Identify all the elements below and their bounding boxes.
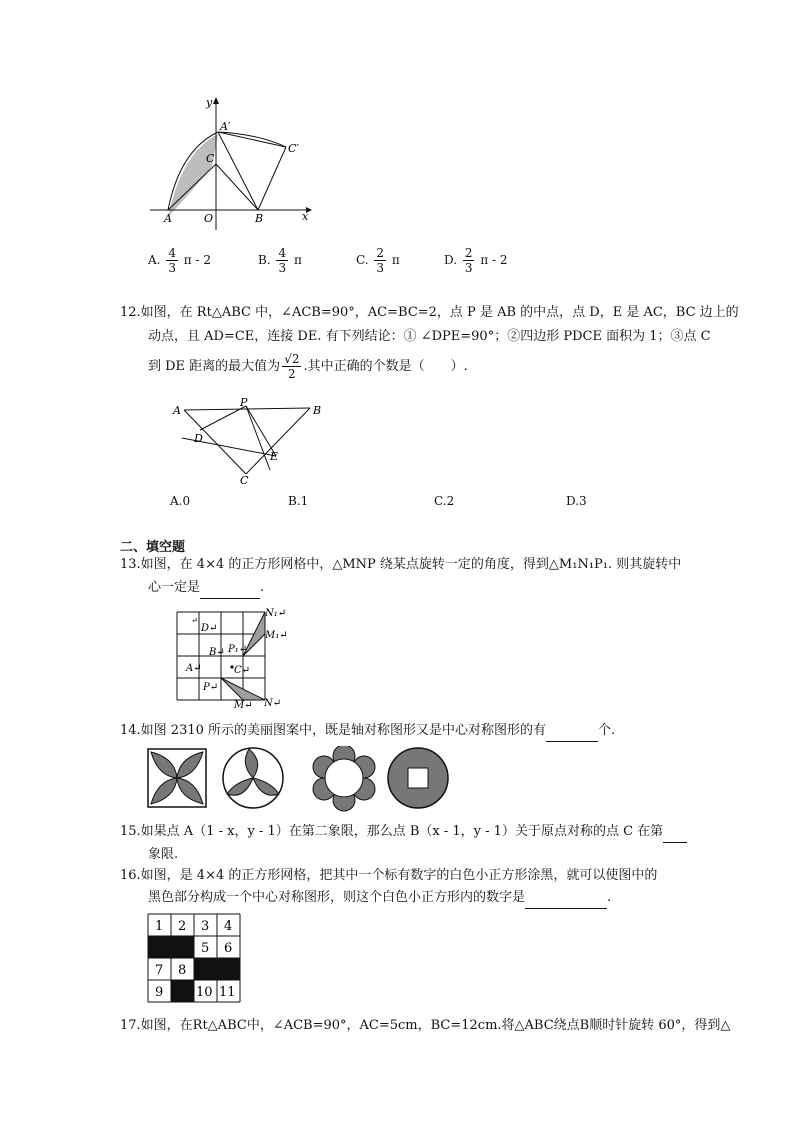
pattern-flower [313,746,375,811]
q16-answer-blank[interactable] [525,888,607,909]
q14-patterns-figure [146,746,452,812]
q13-label-C: C↵ [234,665,251,676]
q12-frac: $\frac{√2}{2}$ [284,352,300,381]
q11-figure [140,92,320,232]
q16-cell-9: 9 [155,985,164,1000]
q12-label-E: E [270,450,279,463]
q14-answer-blank[interactable] [546,721,598,742]
q13-label-A: A↵ [186,663,202,674]
q12-option-c[interactable]: C.2 [434,494,455,508]
q16-cell-8: 8 [178,963,187,978]
q11-label-A1: A′ [220,120,231,133]
q16-cell-6: 6 [224,941,233,956]
q16-grid-figure [146,912,242,1004]
q13-label-P1: P₁↵ [228,644,248,655]
q11-label-y: y [206,96,213,109]
q11-label-C: C [206,152,215,165]
q12-label-C: C [240,474,249,487]
q12-option-b[interactable]: B.1 [288,494,309,508]
q13-label-D: D↵ [201,623,218,634]
q12-label-D: D [194,432,203,445]
q11-label-C1: C′ [288,142,299,155]
q11-option-b[interactable]: B. $\frac{4}{3}$ π [258,246,302,275]
q16-cell-3: 3 [201,919,210,934]
q13-label-B: B↵ [209,647,225,658]
q11-label-O: O [204,212,214,225]
q11-option-a[interactable]: A. $\frac{4}{3}$ π - 2 [148,246,211,275]
q13-label-M1: M₁↵ [265,630,288,641]
q12-option-a[interactable]: A.0 [170,494,191,508]
q15-line1: 15.如果点 A（1 - x，y - 1）在第二象限，那么点 B（x - 1，y - 1）关于原点对称的点 C 在第 [120,822,687,843]
section-title: 二、填空题 [120,540,186,555]
q17-line1: 17.如图，在Rt△ABC中，∠ACB=90°，AC=5cm，BC=12cm.将△ABC绕点B顺时针旋转 60°，得到△ [120,1018,731,1033]
q12-label-P: P [240,396,248,409]
q13-label-N: N↵ [264,698,282,708]
pattern-coin [388,748,448,808]
q11-label-B: B [255,212,264,225]
q13-label-N1: N₁↵ [265,608,287,619]
q12-line1: 12.如图，在 Rt△ABC 中，∠ACB=90°，AC=BC=2，点 P 是 AB 的中点，点 D，E 是 AC，BC 边上的 [120,305,739,320]
q11-label-A: A [164,212,172,225]
q16-line2: 黑色部分构成一个中心对称图形，则这个白色小正方形内的数字是 . [148,888,611,909]
q13-grid-figure [172,604,292,708]
q16-line1: 16.如图，是 4×4 的正方形网格，把其中一个标有数字的白色小正方形涂黑，就可以使图中的 [120,868,658,883]
q16-cell-4: 4 [224,919,233,934]
pattern-circle-three-petals [223,748,283,808]
q12-label-A: A [173,404,181,417]
q12-label-B: B [313,404,322,417]
q16-cell-11: 11 [219,985,236,1000]
q16-cell-10: 10 [196,985,213,1000]
q16-cell-1: 1 [155,919,164,934]
q16-cell-7: 7 [155,963,164,978]
q13-line1: 13.如图，在 4×4 的正方形网格中，△MNP 绕某点旋转一定的角度，得到△M₁N₁P₁. 则其旋转中 [120,557,682,572]
q13-label-M: M↵ [234,700,253,708]
q13-label-mark: ↵ [191,616,198,625]
q16-cell-5: 5 [201,941,210,956]
q13-answer-blank[interactable] [200,578,260,599]
q16-cell-2: 2 [178,919,187,934]
q15-line2: 象限. [148,847,179,862]
q11-option-d[interactable]: D. $\frac{2}{3}$ π - 2 [444,246,508,275]
pattern-square-petals [148,749,206,807]
q13-label-P: P↵ [203,682,219,693]
q11-label-x: x [302,210,309,223]
q12-line2: 动点，且 AD=CE，连接 DE. 有下列结论：① ∠DPE=90°；②四边形 PDCE 面积为 1；③点 C [148,329,711,344]
q15-answer-blank[interactable] [663,822,687,843]
q12-line3: 到 DE 距离的最大值为 $\frac{√2}{2}$ .其中正确的个数是（ ）. [148,352,468,381]
q11-option-c[interactable]: C. $\frac{2}{3}$ π [356,246,400,275]
q12-figure [170,396,330,488]
q12-option-d[interactable]: D.3 [566,494,587,508]
q13-line2: 心一定是 . [148,578,264,599]
q14-line1: 14.如图 2310 所示的美丽图案中，既是轴对称图形又是中心对称图形的有 个. [120,721,615,742]
